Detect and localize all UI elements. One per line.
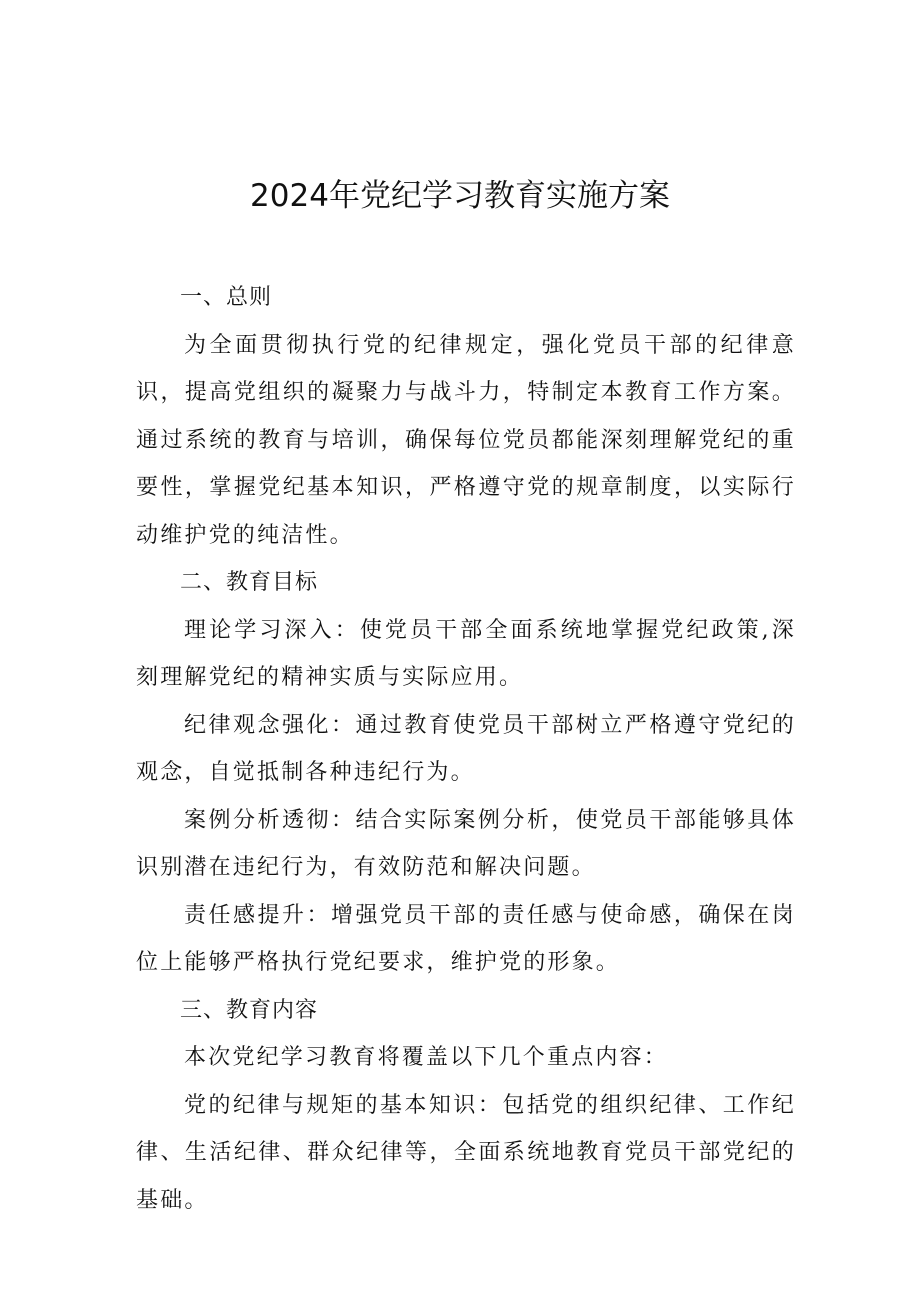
section-heading-content: 三、教育内容 xyxy=(180,997,319,1023)
paragraph-basic-knowledge: 党的纪律与规矩的基本知识：包括党的组织纪律、工作纪律、生活纪律、群众纪律等，全面系统地教育党员干部党纪的基础。 xyxy=(136,1092,796,1213)
paragraph-theory-study: 理论学习深入：使党员干部全面系统地掌握党纪政策,深刻理解党纪的精神实质与实际应用。 xyxy=(136,617,796,690)
paragraph-content-intro: 本次党纪学习教育将覆盖以下几个重点内容： xyxy=(184,1045,669,1070)
section-heading-general: 一、总则 xyxy=(180,285,273,310)
paragraph-case-analysis: 案例分析透彻：结合实际案例分析，使党员干部能够具体识别潜在违纪行为，有效防范和解决问题。 xyxy=(136,807,796,880)
paragraph-discipline-awareness: 纪律观念强化：通过教育使党员干部树立严格遵守党纪的观念，自觉抵制各种违纪行为。 xyxy=(136,712,796,785)
paragraph-general-principles: 为全面贯彻执行党的纪律规定，强化党员干部的纪律意识，提高党组织的凝聚力与战斗力，特制定本教育工作方案。通过系统的教育与培训，确保每位党员都能深刻理解党纪的重要性，掌握党纪基本知识，严格遵守党的规章制度，以实际行动维护党的纯洁性。 xyxy=(136,332,796,548)
document-body xyxy=(136,274,796,1224)
paragraph-responsibility: 责任感提升：增强党员干部的责任感与使命感，确保在岗位上能够严格执行党纪要求，维护党的形象。 xyxy=(136,902,796,975)
section-heading-objectives: 二、教育目标 xyxy=(180,570,319,595)
document-title: 2024年党纪学习教育实施方案 xyxy=(250,178,670,214)
